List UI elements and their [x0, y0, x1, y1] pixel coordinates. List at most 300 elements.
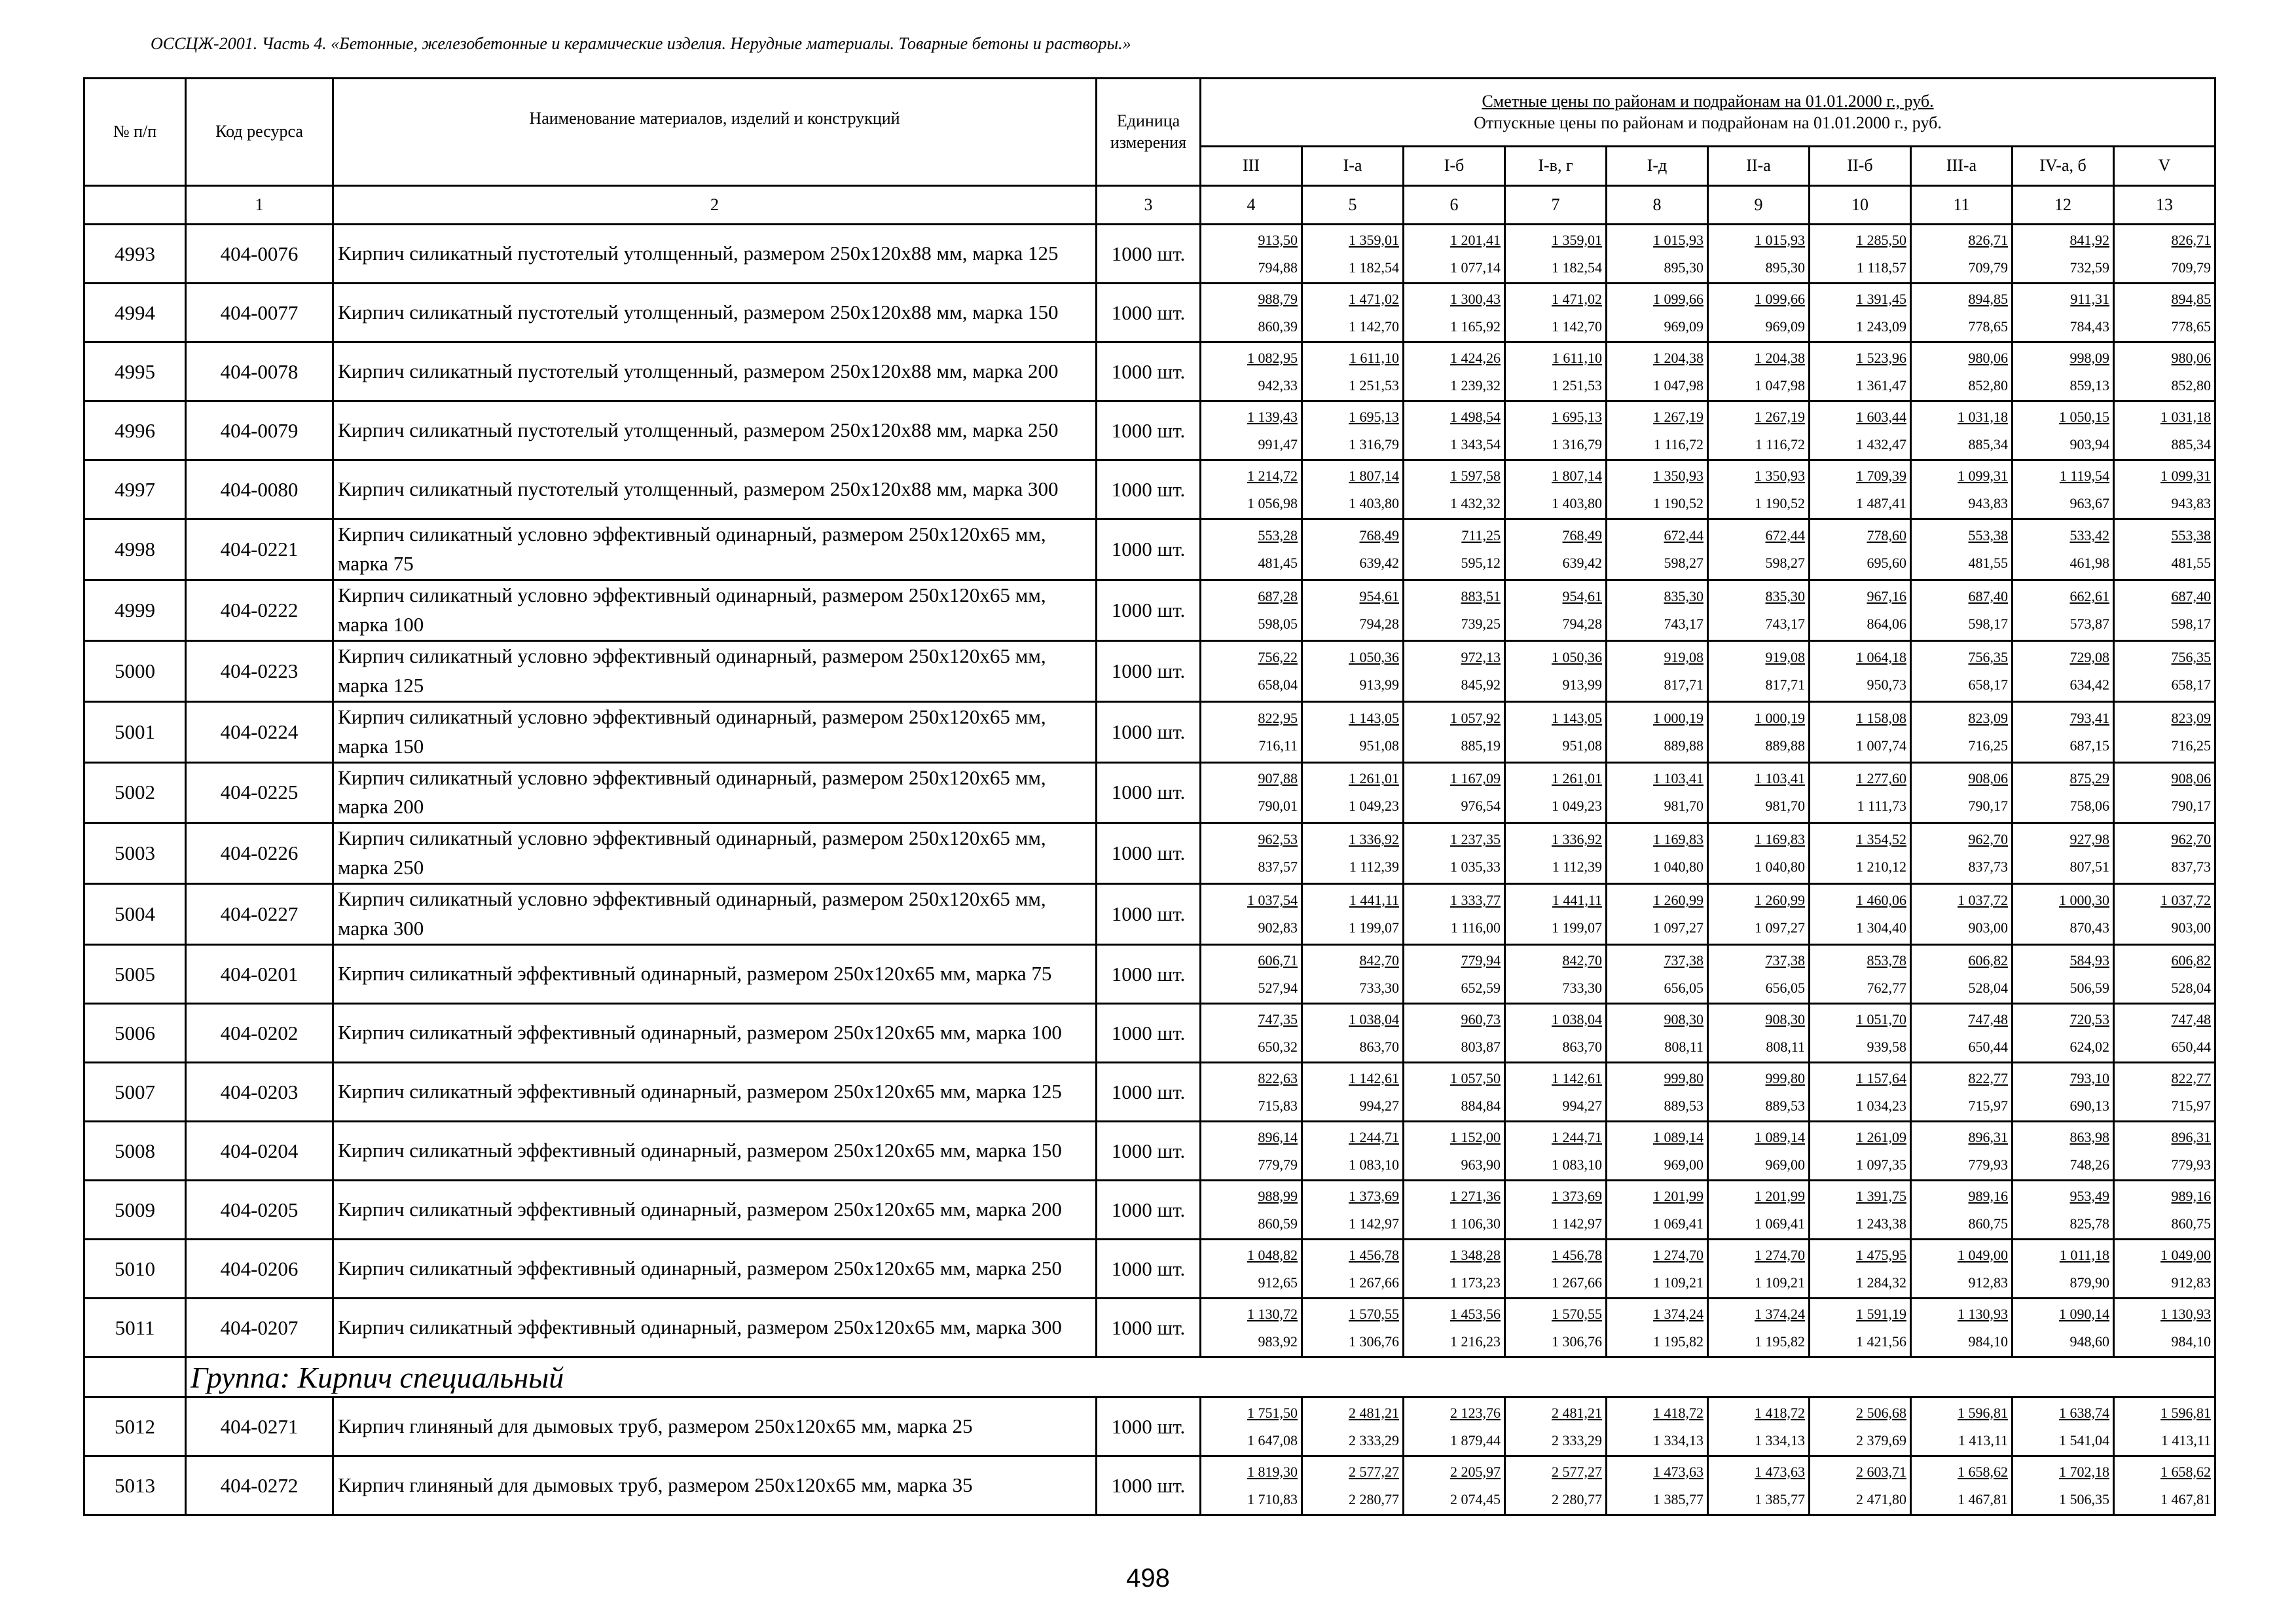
price-cell	[2013, 284, 2114, 342]
estimate-price-value: 980,06	[2171, 349, 2212, 366]
release-price: 790,01	[1258, 798, 1298, 815]
estimate-price	[1810, 1301, 1906, 1328]
estimate-price	[1607, 887, 1704, 914]
release-price: 889,88	[1765, 737, 1805, 754]
release-price: 981,70	[1765, 798, 1805, 815]
release-price: 902,83	[1258, 919, 1298, 936]
estimate-price	[1709, 947, 1805, 974]
price-cell	[1505, 225, 1607, 284]
price-cell	[1201, 225, 1302, 284]
price-cell	[1607, 580, 1708, 640]
price-cell	[1911, 580, 2013, 640]
estimate-price-value: 1 277,60	[1856, 770, 1906, 787]
estimate-price	[2115, 286, 2211, 313]
release-price: 658,04	[1258, 676, 1298, 693]
estimate-price	[2115, 1301, 2211, 1328]
estimate-price-value: 826,71	[2171, 231, 2212, 248]
estimate-price	[1506, 227, 1602, 254]
release-price: 1 034,23	[1856, 1097, 1906, 1114]
header-column-number: 1	[186, 186, 333, 225]
estimate-price-value: 1 167,09	[1450, 770, 1501, 787]
estimate-price	[1201, 644, 1298, 671]
table-row	[84, 342, 2215, 401]
estimate-price-value: 883,51	[1461, 587, 1501, 604]
row-number: 4997	[84, 460, 186, 519]
estimate-price	[2115, 887, 2211, 914]
estimate-price	[1810, 344, 1906, 372]
price-cell	[1302, 1456, 1404, 1515]
release-price: 1 306,76	[1552, 1333, 1602, 1350]
estimate-price-value: 1 807,14	[1552, 467, 1602, 484]
release-price: 1 116,00	[1450, 919, 1501, 936]
price-cell	[1810, 460, 1911, 519]
estimate-price	[1303, 286, 1399, 313]
release-price: 779,93	[2171, 1156, 2212, 1173]
estimate-price	[2013, 826, 2109, 853]
estimate-price-value: 606,82	[2171, 951, 2212, 969]
unit-of-measure: 1000 шт.	[1097, 701, 1201, 762]
estimate-price-value: 672,44	[1664, 526, 1704, 544]
estimate-price	[1912, 522, 2008, 549]
price-cell	[1810, 342, 1911, 401]
price-cell	[2013, 342, 2114, 401]
estimate-price-value: 1 015,93	[1653, 231, 1704, 248]
estimate-price-value: 1 751,50	[1247, 1404, 1298, 1421]
estimate-price-value: 687,40	[2171, 587, 2212, 604]
material-name: Кирпич силикатный пустотелый утолщенный, размером 250х120х88 мм, марка 125	[333, 225, 1097, 284]
estimate-price-value: 962,70	[1968, 831, 2008, 848]
estimate-price-value: 1 057,92	[1450, 709, 1501, 726]
row-number: 5000	[84, 640, 186, 701]
price-cell	[1607, 1456, 1708, 1515]
price-cell	[1505, 342, 1607, 401]
release-price: 650,44	[2171, 1038, 2212, 1055]
release-price: 808,11	[1664, 1038, 1704, 1055]
price-cell	[1708, 342, 1810, 401]
table-row	[84, 945, 2215, 1004]
material-name: Кирпич силикатный условно эффективный одинарный, размером 250х120х65 мм, марка 300	[333, 884, 1097, 945]
release-price: 656,05	[1664, 979, 1704, 996]
estimate-price	[1201, 1065, 1298, 1092]
estimate-price	[1607, 1006, 1704, 1033]
unit-of-measure: 1000 шт.	[1097, 1181, 1201, 1240]
price-cell	[1505, 823, 1607, 884]
price-cell	[2013, 225, 2114, 284]
estimate-price	[2115, 765, 2211, 792]
release-price: 991,47	[1258, 435, 1298, 452]
estimate-price-value: 1 359,01	[1349, 231, 1399, 248]
estimate-price	[1709, 826, 1805, 853]
unit-of-measure: 1000 шт.	[1097, 884, 1201, 945]
estimate-price-value: 908,30	[1765, 1010, 1805, 1027]
estimate-price-value: 1 130,93	[2160, 1305, 2212, 1322]
price-cell	[1201, 284, 1302, 342]
release-price: 951,08	[1359, 737, 1399, 754]
price-cell	[1302, 701, 1404, 762]
header-estimate-prices: Сметные цены по районам и подрайонам на 01.01.2000 г., руб.	[1482, 92, 1934, 111]
material-name: Кирпич глиняный для дымовых труб, размером 250х120х65 мм, марка 25	[333, 1397, 1097, 1456]
release-price: 758,06	[2069, 798, 2109, 815]
estimate-price	[2013, 227, 2109, 254]
material-name: Кирпич силикатный эффективный одинарный, размером 250х120х65 мм, марка 200	[333, 1181, 1097, 1240]
release-price: 1 112,39	[1349, 858, 1399, 876]
estimate-price	[2013, 765, 2109, 792]
estimate-price-value: 1 037,72	[2160, 892, 2212, 909]
release-price: 1 173,23	[1450, 1274, 1501, 1291]
release-price: 1 182,54	[1349, 259, 1399, 276]
estimate-price	[1303, 1399, 1399, 1427]
estimate-price-value: 1 638,74	[2059, 1404, 2109, 1421]
resource-code: 404-0222	[186, 580, 333, 640]
table-row	[84, 1456, 2215, 1515]
estimate-price	[1912, 887, 2008, 914]
estimate-price-value: 720,53	[2069, 1010, 2109, 1027]
table-row	[84, 1122, 2215, 1181]
estimate-price-value: 1 261,01	[1552, 770, 1602, 787]
price-cell	[1201, 945, 1302, 1004]
estimate-price-value: 853,78	[1867, 951, 1906, 969]
price-cell	[1607, 284, 1708, 342]
header-region: III	[1201, 147, 1302, 186]
price-cell	[1911, 1122, 2013, 1181]
release-price: 860,39	[1258, 318, 1298, 335]
estimate-price-value: 1 260,99	[1755, 892, 1805, 909]
estimate-price-value: 1 049,00	[1958, 1246, 2008, 1263]
material-name: Кирпич силикатный пустотелый утолщенный, размером 250х120х88 мм, марка 250	[333, 401, 1097, 460]
price-cell	[1810, 1240, 1911, 1299]
material-name: Кирпич силикатный условно эффективный одинарный, размером 250х120х65 мм, марка 125	[333, 640, 1097, 701]
release-price: 1 385,77	[1755, 1490, 1805, 1507]
price-cell	[1911, 1240, 2013, 1299]
row-number: 4998	[84, 519, 186, 580]
estimate-price	[2115, 462, 2211, 490]
estimate-price-value: 1 214,72	[1247, 467, 1298, 484]
estimate-price-value: 1 658,62	[1958, 1463, 2008, 1480]
release-price: 1 541,04	[2059, 1431, 2109, 1449]
release-price: 1 361,47	[1856, 377, 1906, 394]
estimate-price-value: 1 099,66	[1755, 290, 1805, 307]
release-price: 994,27	[1359, 1097, 1399, 1114]
estimate-price-value: 1 460,06	[1856, 892, 1906, 909]
estimate-price	[1201, 1399, 1298, 1427]
estimate-price-value: 822,77	[2171, 1069, 2212, 1086]
row-number: 4995	[84, 342, 186, 401]
estimate-price-value: 1 048,82	[1247, 1246, 1298, 1263]
estimate-price-value: 842,70	[1359, 951, 1399, 969]
release-price: 506,59	[2069, 979, 2109, 996]
estimate-price	[1506, 583, 1602, 610]
estimate-price-value: 1 570,55	[1349, 1305, 1399, 1322]
row-number: 4996	[84, 401, 186, 460]
estimate-price-value: 835,30	[1765, 587, 1805, 604]
estimate-price-value: 1 424,26	[1450, 349, 1501, 366]
material-name: Кирпич силикатный пустотелый утолщенный, размером 250х120х88 мм, марка 200	[333, 342, 1097, 401]
header-region: I-в, г	[1505, 147, 1607, 186]
price-cell	[1404, 1063, 1505, 1122]
estimate-price	[1404, 1242, 1501, 1269]
material-name: Кирпич силикатный эффективный одинарный, размером 250х120х65 мм, марка 150	[333, 1122, 1097, 1181]
release-price: 2 074,45	[1450, 1490, 1501, 1507]
price-cell	[1911, 342, 2013, 401]
release-price: 889,88	[1664, 737, 1704, 754]
estimate-price-value: 1 103,41	[1653, 770, 1704, 787]
estimate-price-value: 1 498,54	[1450, 408, 1501, 425]
estimate-price	[1201, 1183, 1298, 1210]
release-price: 1 403,80	[1349, 494, 1399, 511]
release-price: 1 049,23	[1552, 798, 1602, 815]
estimate-price	[1810, 1124, 1906, 1151]
price-cell	[1708, 519, 1810, 580]
price-cell	[1404, 284, 1505, 342]
estimate-price-value: 584,93	[2069, 951, 2109, 969]
price-cell	[1201, 460, 1302, 519]
estimate-price-value: 2 506,68	[1856, 1404, 1906, 1421]
release-price: 976,54	[1461, 798, 1501, 815]
estimate-price-value: 1 336,92	[1552, 831, 1602, 848]
estimate-price	[1607, 644, 1704, 671]
price-cell	[1404, 1122, 1505, 1181]
estimate-price	[1912, 583, 2008, 610]
release-price: 598,17	[1968, 615, 2008, 632]
table-row	[84, 823, 2215, 884]
estimate-price-value: 911,31	[2070, 290, 2109, 307]
release-price: 1 083,10	[1349, 1156, 1399, 1173]
price-cell	[1708, 1181, 1810, 1240]
price-cell	[1911, 823, 2013, 884]
estimate-price	[1810, 947, 1906, 974]
header-region: IV-а, б	[2013, 147, 2114, 186]
unit-of-measure: 1000 шт.	[1097, 1004, 1201, 1063]
price-cell	[2013, 401, 2114, 460]
estimate-price-value: 1 702,18	[2059, 1463, 2109, 1480]
price-cell	[1201, 823, 1302, 884]
price-cell	[1302, 1397, 1404, 1456]
table-row	[84, 284, 2215, 342]
estimate-price	[1404, 1458, 1501, 1486]
estimate-price	[2013, 522, 2109, 549]
estimate-price	[1506, 286, 1602, 313]
estimate-price	[1404, 1301, 1501, 1328]
estimate-price-value: 1 130,72	[1247, 1305, 1298, 1322]
table-row	[84, 225, 2215, 284]
price-cell	[1911, 945, 2013, 1004]
price-cell	[2114, 1004, 2215, 1063]
price-cell	[2114, 1397, 2215, 1456]
estimate-price-value: 954,61	[1562, 587, 1602, 604]
estimate-price	[1709, 1183, 1805, 1210]
unit-of-measure: 1000 шт.	[1097, 1397, 1201, 1456]
estimate-price	[1201, 947, 1298, 974]
price-cell	[1911, 1181, 2013, 1240]
price-cell	[1505, 284, 1607, 342]
price-cell	[2013, 640, 2114, 701]
price-cell	[2013, 823, 2114, 884]
price-cell	[2013, 1397, 2114, 1456]
release-price: 913,99	[1359, 676, 1399, 693]
estimate-price	[1709, 765, 1805, 792]
estimate-price-value: 988,99	[1258, 1187, 1298, 1204]
release-price: 1 316,79	[1552, 435, 1602, 452]
header-unit: Единица измерения	[1097, 79, 1201, 186]
estimate-price	[1607, 583, 1704, 610]
price-cell	[1505, 640, 1607, 701]
header-column-number: 6	[1404, 186, 1505, 225]
table-row	[84, 460, 2215, 519]
estimate-price	[1404, 765, 1501, 792]
header-region: I-д	[1607, 147, 1708, 186]
estimate-price	[2013, 583, 2109, 610]
estimate-price-value: 1 201,41	[1450, 231, 1501, 248]
resource-code: 404-0076	[186, 225, 333, 284]
estimate-price-value: 672,44	[1765, 526, 1805, 544]
estimate-price	[1404, 1183, 1501, 1210]
resource-code: 404-0202	[186, 1004, 333, 1063]
estimate-price	[2115, 522, 2211, 549]
estimate-price	[1303, 887, 1399, 914]
release-price: 984,10	[2171, 1333, 2212, 1350]
estimate-price-value: 960,73	[1461, 1010, 1501, 1027]
row-number: 4999	[84, 580, 186, 640]
price-cell	[1505, 1299, 1607, 1357]
release-price: 963,90	[1461, 1156, 1501, 1173]
header-column-number: 8	[1607, 186, 1708, 225]
estimate-price	[1404, 286, 1501, 313]
estimate-price	[1404, 705, 1501, 732]
estimate-price	[2115, 403, 2211, 431]
release-price: 969,09	[1765, 318, 1805, 335]
estimate-price-value: 1 169,83	[1755, 831, 1805, 848]
estimate-price-value: 1 695,13	[1349, 408, 1399, 425]
estimate-price-value: 826,71	[1968, 231, 2008, 248]
price-cell	[1607, 1122, 1708, 1181]
release-price: 1 007,74	[1856, 737, 1906, 754]
release-price: 1 487,41	[1856, 494, 1906, 511]
estimate-price-value: 863,98	[2069, 1128, 2109, 1145]
price-cell	[2013, 1240, 2114, 1299]
estimate-price	[1201, 344, 1298, 372]
release-price: 1 413,11	[2160, 1431, 2212, 1449]
price-cell	[2013, 1063, 2114, 1122]
release-price: 598,27	[1664, 554, 1704, 571]
estimate-price-value: 747,48	[1968, 1010, 2008, 1027]
release-price: 1 097,35	[1856, 1156, 1906, 1173]
price-cell	[1708, 460, 1810, 519]
release-price: 807,51	[2069, 858, 2109, 876]
price-cell	[1607, 945, 1708, 1004]
estimate-price	[1810, 705, 1906, 732]
estimate-price-value: 972,13	[1461, 648, 1501, 665]
estimate-price-value: 737,38	[1664, 951, 1704, 969]
estimate-price	[2115, 583, 2211, 610]
release-price: 1 040,80	[1653, 858, 1704, 876]
estimate-price-value: 927,98	[2069, 831, 2109, 848]
estimate-price	[1607, 947, 1704, 974]
estimate-price	[2115, 826, 2211, 853]
estimate-price-value: 1 267,19	[1653, 408, 1704, 425]
price-cell	[1708, 580, 1810, 640]
price-cell	[1505, 580, 1607, 640]
header-region: III-а	[1911, 147, 2013, 186]
release-price: 864,06	[1867, 615, 1906, 632]
price-cell	[1911, 1063, 2013, 1122]
estimate-price	[2013, 344, 2109, 372]
price-cell	[1302, 225, 1404, 284]
estimate-price-value: 1 244,71	[1552, 1128, 1602, 1145]
estimate-price	[1709, 644, 1805, 671]
estimate-price-value: 1 050,36	[1349, 648, 1399, 665]
release-price: 981,70	[1664, 798, 1704, 815]
price-cell	[1404, 460, 1505, 519]
estimate-price	[1810, 1458, 1906, 1486]
price-cell	[2114, 1181, 2215, 1240]
resource-code: 404-0077	[186, 284, 333, 342]
price-cell	[1505, 884, 1607, 945]
release-price: 860,75	[2171, 1215, 2212, 1232]
estimate-price	[1303, 1458, 1399, 1486]
estimate-price	[1404, 583, 1501, 610]
release-price: 1 040,80	[1755, 858, 1805, 876]
resource-code: 404-0272	[186, 1456, 333, 1515]
estimate-price	[1810, 462, 1906, 490]
estimate-price-value: 1 391,45	[1856, 290, 1906, 307]
price-cell	[1708, 1063, 1810, 1122]
estimate-price	[1607, 286, 1704, 313]
release-price: 784,43	[2069, 318, 2109, 335]
estimate-price-value: 1 204,38	[1653, 349, 1704, 366]
page-number: 498	[1126, 1564, 1170, 1593]
release-price: 528,04	[1968, 979, 2008, 996]
material-name: Кирпич силикатный эффективный одинарный, размером 250х120х65 мм, марка 250	[333, 1240, 1097, 1299]
estimate-price	[2013, 1242, 2109, 1269]
price-cell	[1302, 401, 1404, 460]
price-cell	[1708, 823, 1810, 884]
price-cell	[1302, 823, 1404, 884]
unit-of-measure: 1000 шт.	[1097, 762, 1201, 823]
unit-of-measure: 1000 шт.	[1097, 1122, 1201, 1181]
release-price: 912,83	[2171, 1274, 2212, 1291]
estimate-price	[2013, 947, 2109, 974]
release-price: 852,80	[1968, 377, 2008, 394]
estimate-price-value: 747,48	[2171, 1010, 2212, 1027]
table-row	[84, 519, 2215, 580]
header-column-number: 3	[1097, 186, 1201, 225]
release-price: 779,79	[1258, 1156, 1298, 1173]
price-cell	[1708, 1240, 1810, 1299]
release-price: 1 035,33	[1450, 858, 1501, 876]
release-price: 1 118,57	[1856, 259, 1906, 276]
estimate-price-value: 768,49	[1562, 526, 1602, 544]
estimate-price-value: 1 103,41	[1755, 770, 1805, 787]
estimate-price	[1201, 1301, 1298, 1328]
estimate-price	[1912, 705, 2008, 732]
release-price: 790,17	[1968, 798, 2008, 815]
price-cell	[1505, 1063, 1607, 1122]
price-cell	[1404, 701, 1505, 762]
estimate-price	[1404, 644, 1501, 671]
release-price: 1 385,77	[1653, 1490, 1704, 1507]
estimate-price-value: 823,09	[1968, 709, 2008, 726]
estimate-price	[1506, 462, 1602, 490]
estimate-price-value: 1 274,70	[1755, 1246, 1805, 1263]
estimate-price-value: 778,60	[1867, 526, 1906, 544]
estimate-price	[1303, 227, 1399, 254]
estimate-price	[1912, 1399, 2008, 1427]
estimate-price-value: 989,16	[2171, 1187, 2212, 1204]
estimate-price-value: 1 336,92	[1349, 831, 1399, 848]
price-cell	[1607, 1299, 1708, 1357]
estimate-price	[1810, 286, 1906, 313]
header-region: II-а	[1708, 147, 1810, 186]
